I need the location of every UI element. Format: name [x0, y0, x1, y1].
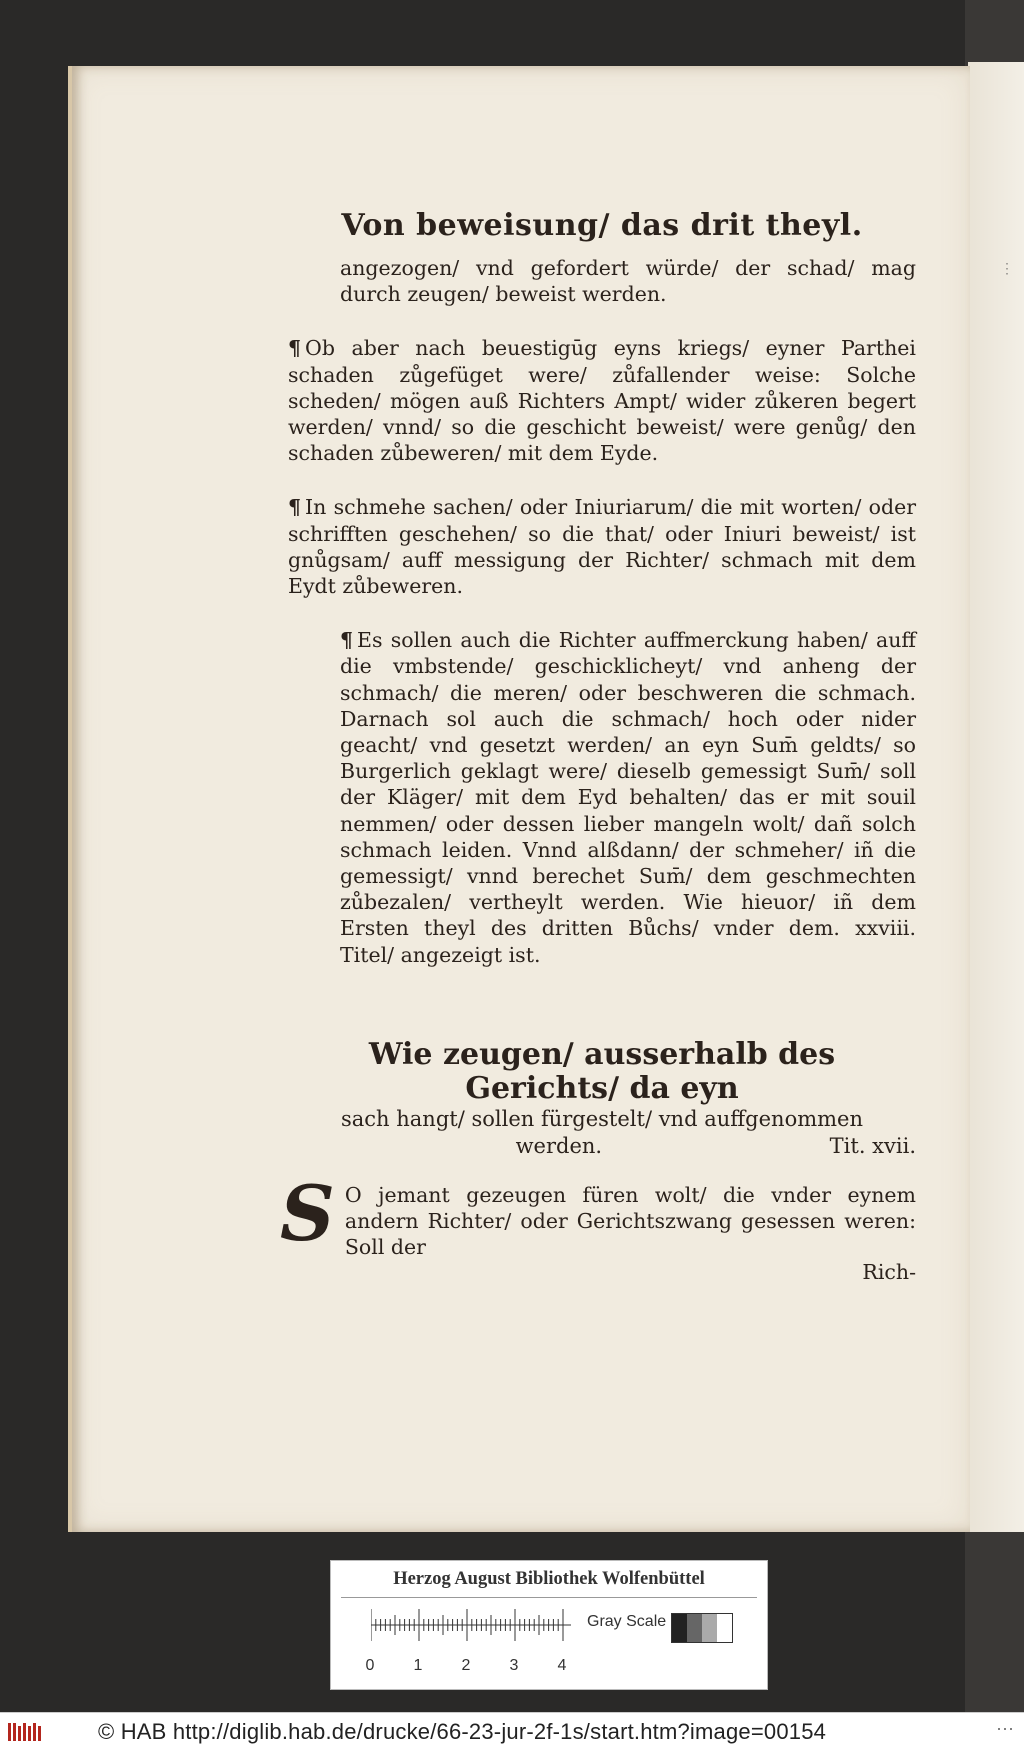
- gray-step: [717, 1614, 732, 1642]
- ruler-number: 4: [557, 1657, 567, 1674]
- pilcrow-icon: ¶: [340, 628, 354, 653]
- library-label-card: [330, 1560, 768, 1690]
- gray-scale-swatch: [671, 1613, 733, 1643]
- paragraph-3: ¶ In schmehe sachen/ oder Iniuriarum/ die mit worten/ oder schrifften geschehen/ so die that/ oder Iniuri beweist/ ist gnůgsam/ auff messigung der Richter/ schmach mit dem Eydt zůbeweren.: [288, 495, 916, 599]
- scale-ruler: [371, 1605, 571, 1645]
- gray-scale-label: Gray Scale: [587, 1613, 667, 1630]
- ruler-numbers: [363, 1657, 603, 1679]
- ruler-number: 2: [461, 1657, 471, 1674]
- section-subtitle-2: werden. Tit. xvii.: [515, 1133, 916, 1158]
- ruler-number: 3: [509, 1657, 519, 1674]
- section-subtitle-1: sach hangt/ sollen fürgestelt/ vnd auffgenommen: [341, 1106, 863, 1131]
- paragraph-2: ¶ Ob aber nach beuestigūg eyns kriegs/ eyner Parthei schaden zůgefüget were/ zůfallender weise: Solche scheden/ mögen auß Richters Ampt/ wider zůkeren begert werden/ vnnd/ so die geschicht beweist/ were genůg/ den schaden zůbeweren/ mit dem Eyde.: [288, 336, 916, 466]
- adjacent-page-edge: [968, 62, 1024, 1532]
- hab-logo-icon[interactable]: [6, 1720, 46, 1744]
- page-text: [280, 208, 916, 1284]
- paragraph-1: angezogen/ vnd gefordert würde/ der schad/ mag durch zeugen/ beweist werden.: [340, 256, 916, 307]
- drop-cap: S: [280, 1168, 335, 1258]
- more-dots-icon[interactable]: ⋯: [996, 1719, 1014, 1739]
- running-head: Von beweisung/ das drit theyl.: [341, 208, 863, 243]
- gray-step: [702, 1614, 717, 1642]
- ruler-number: 0: [365, 1657, 375, 1674]
- title-number: Tit. xvii.: [829, 1133, 916, 1158]
- paragraph-4: ¶ Es sollen auch die Richter auffmerckung haben/ auff die vmbstende/ geschicklicheyt/ vnd anheng der schmach/ die meren/ oder beschweren die schmach. Darnach sol auch die schmach/ hoch oder nider geacht/ vnd gesetzt werden/ an eyn Sum̄ geldts/ so Burgerlich geklagt were/ dieselb gemessigt Sum̄/ soll der Kläger/ mit dem Eyd behalten/ das er mit souil nemmen/ oder dessen lieber mangeln wolt/ dañ solch schmach leiden. Vnnd alßdann/ der schmeher/ iñ die gemessigt/ vnnd berechet Sum̄/ dem geschmechten zůbezalen/ vertheylt werden. Wie hieuor/ iñ dem Ersten theyl des dritten Bůchs/ vnder dem. xxviii. Titel/ angezeigt ist.: [340, 628, 916, 967]
- gray-step: [672, 1614, 687, 1642]
- pilcrow-icon: ¶: [288, 336, 302, 361]
- gray-step: [687, 1614, 702, 1642]
- footer-source-link[interactable]: © HAB http://diglib.hab.de/drucke/66-23-jur-2f-1s/start.htm?image=00154: [98, 1719, 827, 1744]
- side-dots-icon: ⋮: [1000, 261, 1014, 277]
- library-name: Herzog August Bibliothek Wolfenbüttel: [393, 1569, 705, 1589]
- section-body: S O jemant gezeugen füren wolt/ die vnder eynem andern Richter/ oder Gerichtszwang gesessen weren: Soll der: [280, 1168, 916, 1259]
- section-title: Wie zeugen/ ausserhalb des Gerichts/ da eyn: [368, 1036, 836, 1106]
- viewer-footer: [0, 1712, 1024, 1751]
- ruler-icon: [371, 1605, 571, 1645]
- ruler-number: 1: [413, 1657, 423, 1674]
- catchword: Rich-: [862, 1259, 916, 1284]
- label-divider: [341, 1597, 757, 1598]
- pilcrow-icon: ¶: [288, 495, 302, 520]
